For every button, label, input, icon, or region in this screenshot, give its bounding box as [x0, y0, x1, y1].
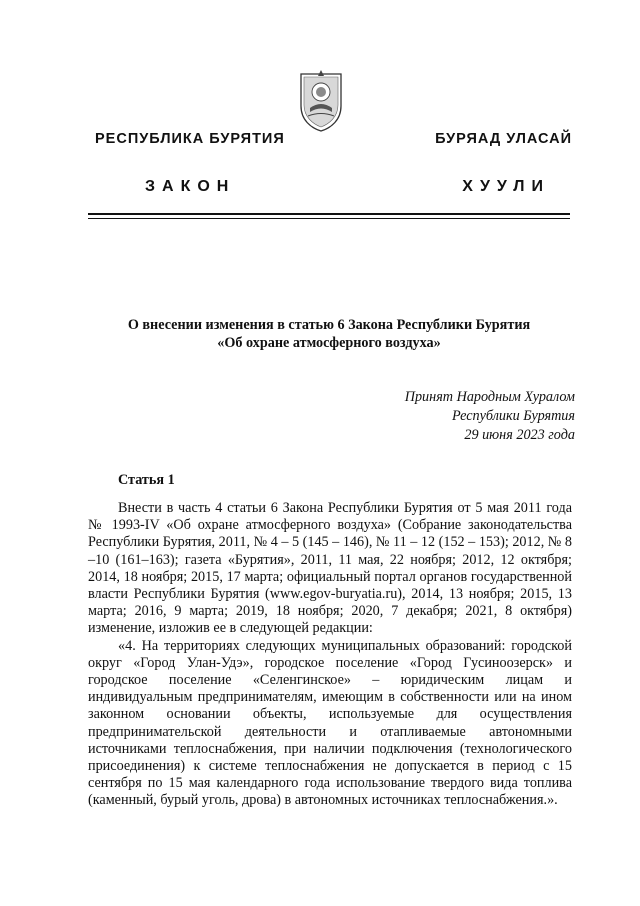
- coat-of-arms-icon: [298, 68, 344, 132]
- title-line-2: «Об охране атмосферного воздуха»: [217, 335, 441, 351]
- article-heading: Статья 1: [118, 472, 175, 488]
- republic-name-buryat: БУРЯАД УЛАСАЙ: [435, 131, 572, 147]
- article-body: [88, 500, 572, 810]
- header-divider-thin: [88, 218, 570, 219]
- adoption-date: 29 июня 2023 года: [464, 427, 575, 443]
- republic-name-russian: РЕСПУБЛИКА БУРЯТИЯ: [95, 131, 285, 147]
- adoption-note: [405, 388, 575, 445]
- title-line-1: О внесении изменения в статью 6 Закона Республики Бурятия: [127, 317, 531, 333]
- article-paragraph-2: «4. На территориях следующих муниципальных образований: городской округ «Город Улан-Удэ», городское поселение «Город Гусиноозерск» и городское поселение «Селенгинское» – юридическим лицам и индивидуальным предпринимателям, имеющим в собственности или на ином законном основании объекты, используемые для осуществления предпринимательской деятельности и отапливаемые автономными источниками теплоснабжения, при наличии подключения (технологического присоединения) к системе теплоснабжения не допускается в период с 15 сентября по 15 мая календарного года использование твердого вида топлива (каменный, бурый уголь, дрова) в автономных источниках теплоснабжения.».: [88, 637, 572, 809]
- adoption-line-2: Республики Бурятия: [451, 408, 575, 424]
- adoption-line-1: Принят Народным Хуралом: [404, 389, 575, 405]
- header-divider-thick: [88, 213, 570, 215]
- law-label-buryat: ХУУЛИ: [462, 178, 550, 195]
- document-title: [88, 316, 570, 352]
- article-paragraph-1: Внести в часть 4 статьи 6 Закона Республики Бурятия от 5 мая 2011 года № 1993-IV «Об охране атмосферного воздуха» (Собрание законодательства Республики Бурятия, 2011, № 4 – 5 (145 – 146), № 11 – 12 (152 – 153); 2012, № 8 –10 (161–163); газета «Бурятия», 2011, 11 мая, 22 ноября; 2012, 12 октября; 2014, 18 ноября; 2015, 17 марта; официальный портал органов государственной власти Республики Бурятия (www.egov-buryatia.ru), 2014, 13 ноября; 2015, 13 марта; 2016, 9 марта; 2019, 18 ноября; 2020, 7 декабря; 2021, 8 октября) изменение, изложив ее в следующей редакции:: [88, 500, 572, 637]
- law-label-russian: ЗАКОН: [145, 178, 236, 195]
